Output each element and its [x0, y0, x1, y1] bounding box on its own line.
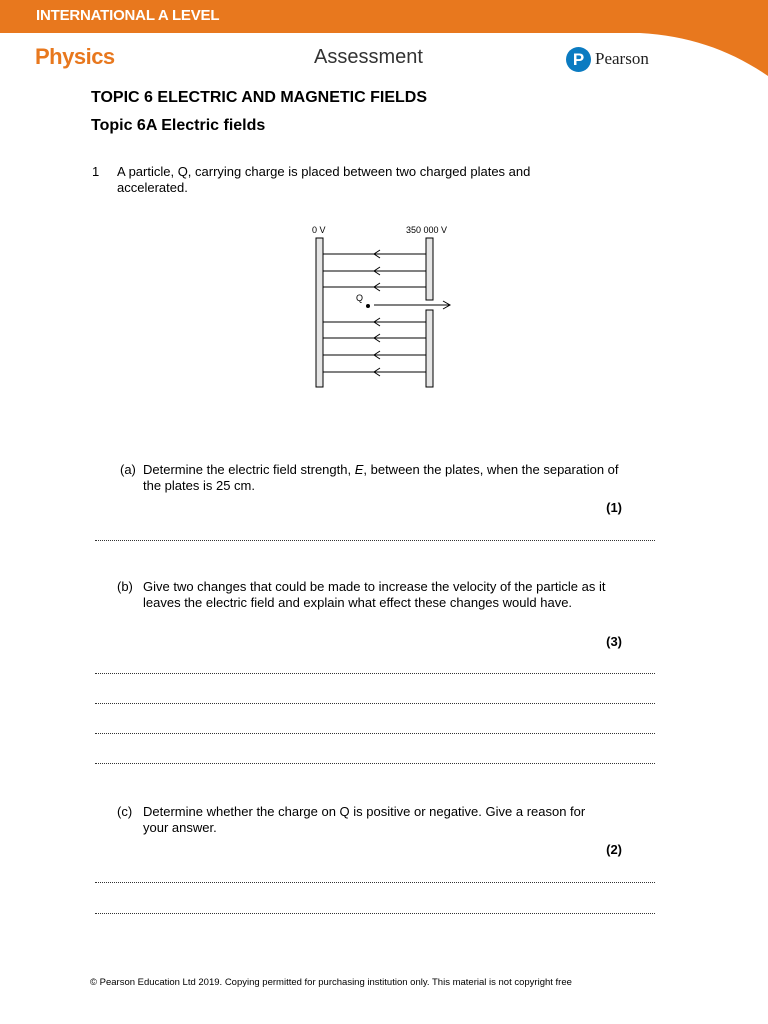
particle-q [366, 304, 370, 308]
part-a-text-start: Determine the electric field strength, [143, 462, 355, 477]
answer-line[interactable] [95, 673, 655, 674]
subject-title: Physics [35, 44, 115, 69]
answer-line[interactable] [95, 913, 655, 914]
answer-line[interactable] [95, 882, 655, 883]
part-a-marks: (1) [606, 500, 622, 515]
topic-subtitle: Topic 6A Electric fields [91, 117, 266, 134]
plates-svg [300, 222, 470, 397]
part-c-label: (c) [117, 804, 133, 819]
part-b-label: (b) [117, 579, 133, 594]
question-number: 1 [92, 164, 100, 179]
answer-line[interactable] [95, 540, 655, 541]
right-plate-upper [426, 238, 433, 300]
part-b-text: Give two changes that could be made to increase the velocity of the particle as it leaves the electric field and explain what effect these changes would have. [143, 579, 606, 610]
part-a-label: (a) [120, 462, 136, 477]
part-a-symbol: E [354, 462, 364, 477]
answer-line[interactable] [95, 703, 655, 704]
question-text: A particle, Q, carrying charge is placed between two charged plates and accelerated. [117, 164, 531, 195]
field-lines [323, 250, 426, 376]
particle-path-arrow [374, 301, 450, 309]
topic-title: TOPIC 6 ELECTRIC AND MAGNETIC FIELDS [91, 89, 428, 106]
right-plate-lower [426, 310, 433, 387]
charged-plates-diagram [300, 222, 470, 402]
pearson-logo-icon: P [566, 47, 591, 72]
part-a-text [143, 462, 633, 494]
part-c-marks: (2) [606, 842, 622, 857]
brand-name: Pearson [595, 49, 649, 68]
left-plate [316, 238, 323, 387]
particle-label: Q [356, 293, 364, 303]
part-a-text-end: , between the plates, when the separation of the plates is 25 cm. [143, 462, 619, 493]
part-c-text: Determine whether the charge on Q is positive or negative. Give a reason for your answer. [143, 804, 586, 835]
right-plate-label: 350 000 V [406, 225, 448, 235]
copyright-footer: © Pearson Education Ltd 2019. Copying permitted for purchasing institution only. This material is not copyright free [90, 977, 572, 988]
publisher-brand [566, 46, 649, 72]
answer-line[interactable] [95, 763, 655, 764]
answer-line[interactable] [95, 733, 655, 734]
doc-type-label: Assessment [314, 46, 423, 68]
level-label: INTERNATIONAL A LEVEL [36, 7, 220, 24]
part-b-marks: (3) [606, 634, 622, 649]
left-plate-label: 0 V [312, 225, 326, 235]
